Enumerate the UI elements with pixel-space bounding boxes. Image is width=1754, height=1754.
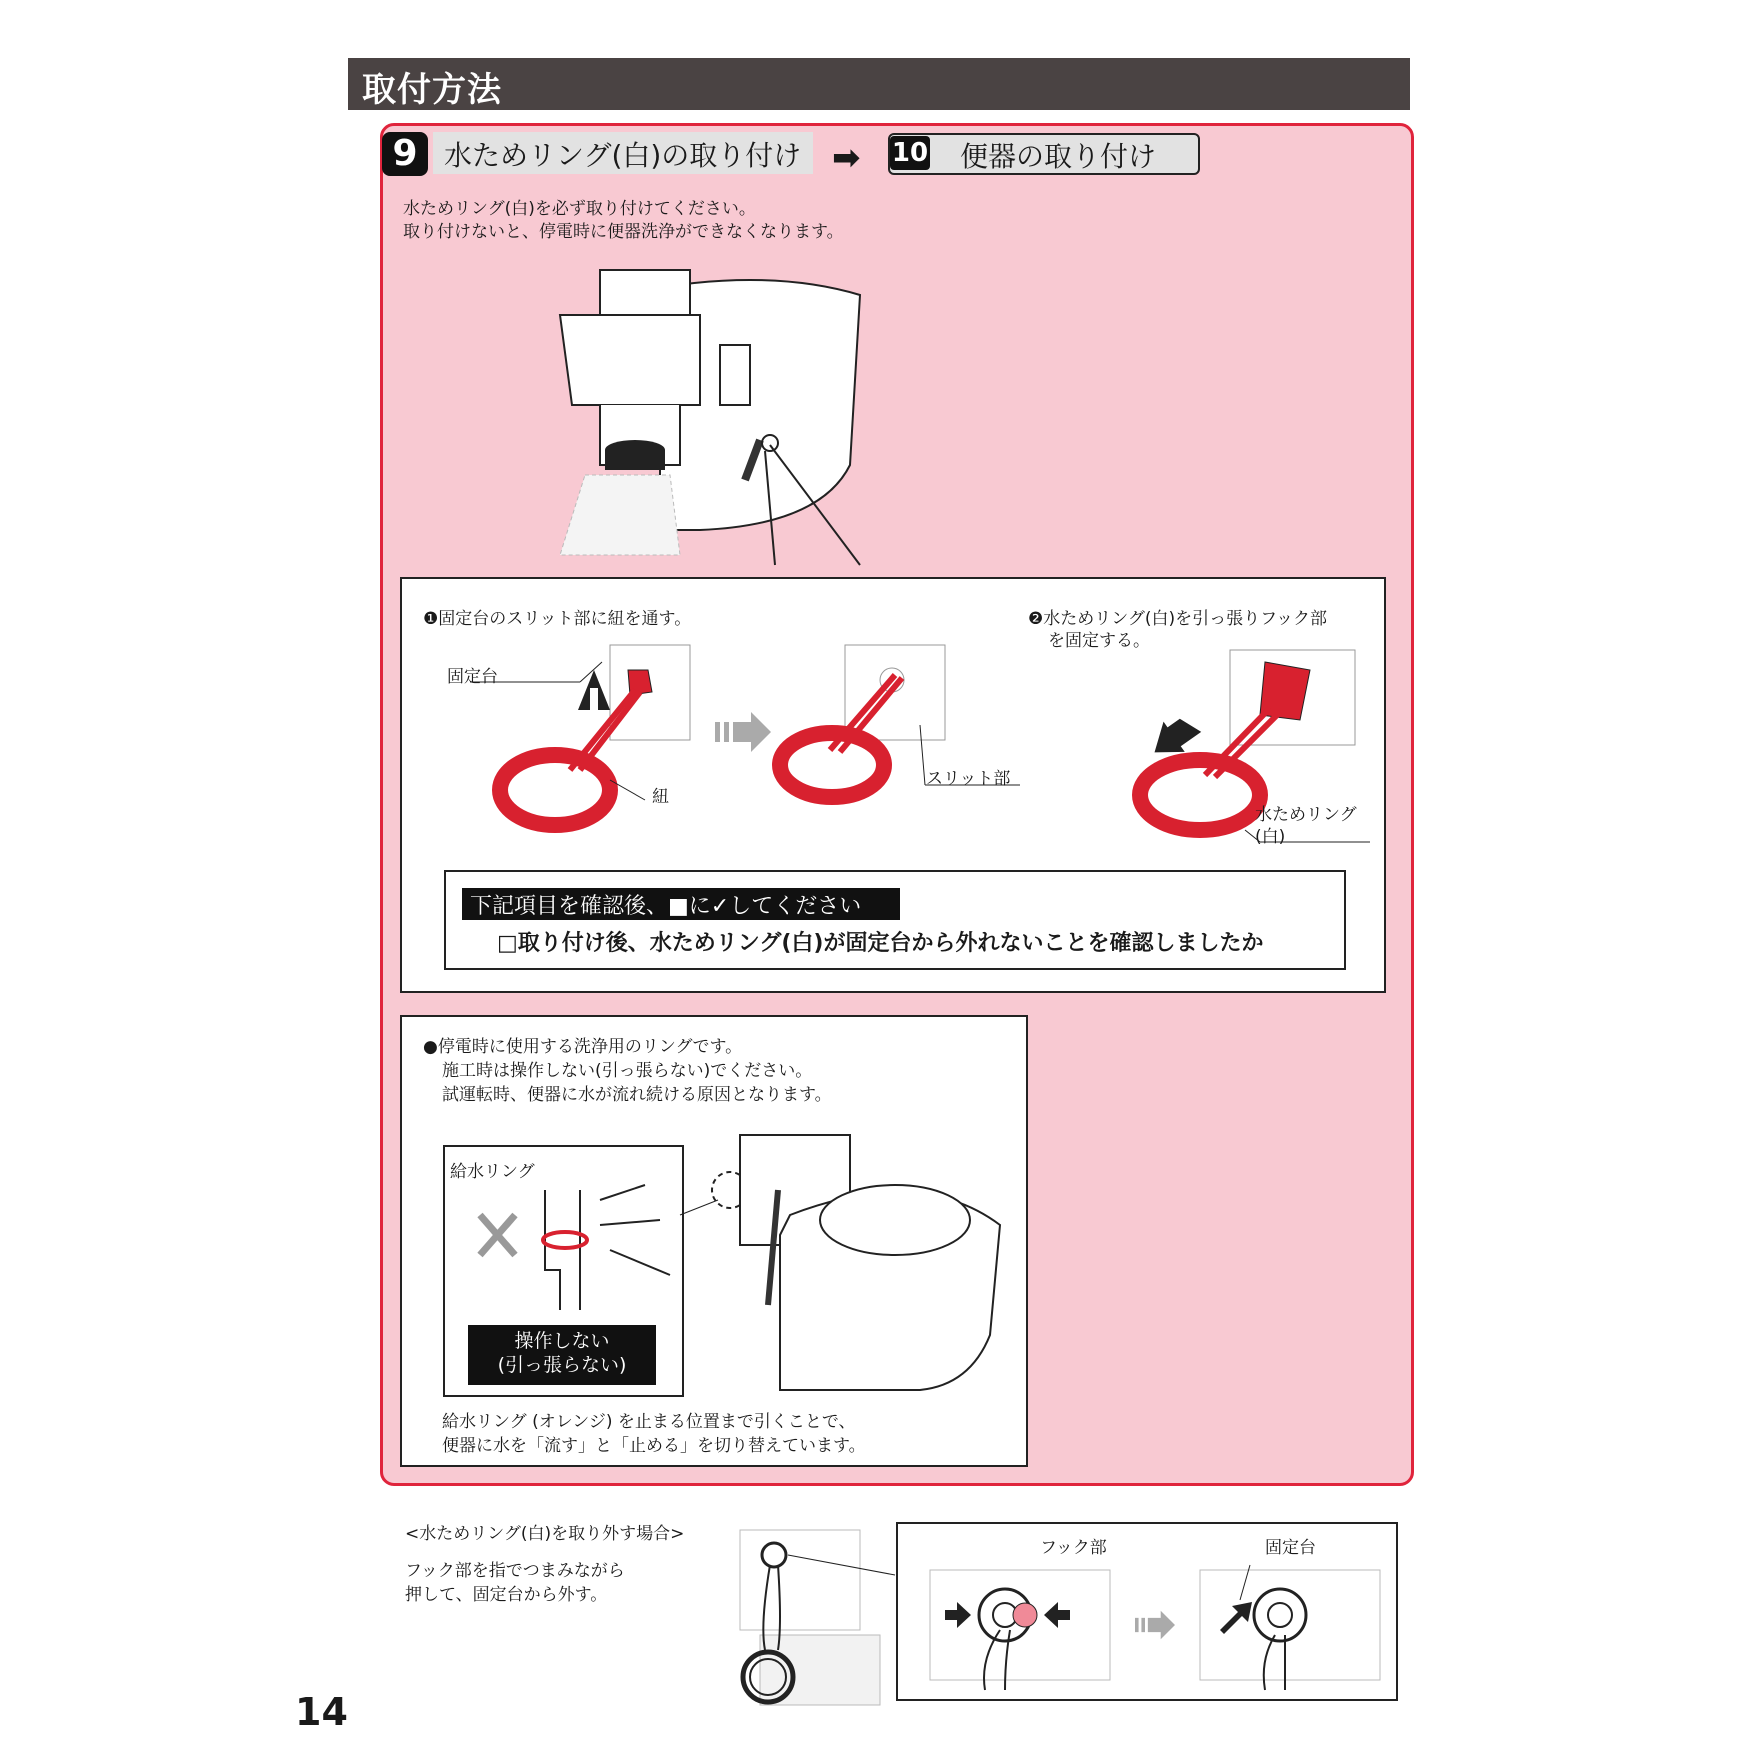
page-number: 14: [295, 1690, 348, 1734]
section-header-bar: [348, 58, 1410, 110]
ring-step1b-illustration: [770, 640, 1020, 820]
intro-line-2: 取り付けないと、停電時に便器洗浄ができなくなります。: [403, 222, 844, 242]
section-title: 取付方法: [362, 70, 502, 110]
intro-line-1: 水ためリング(白)を必ず取り付けてください。: [403, 199, 756, 219]
step10-title: 便器の取り付け: [960, 140, 1157, 173]
tank-illustration: [560, 265, 880, 565]
check-title: 下記項目を確認後、■に✓してください: [470, 894, 862, 919]
toilet-illustration: [700, 1115, 1010, 1395]
detail-step2-line1: ❷水ためリング(白)を引っ張りフック部: [1028, 609, 1327, 629]
detail-step1: ❶固定台のスリット部に紐を通す。: [423, 609, 692, 629]
detail-step2-line2: を固定する。: [1048, 631, 1150, 651]
do-not-line1: 操作しない: [514, 1330, 610, 1352]
step9-badge: 9: [382, 132, 428, 176]
step9-title: 水ためリング(白)の取り付け: [444, 139, 802, 172]
label-string: 紐: [652, 787, 669, 807]
removal-line-1: フック部を指でつまみながら: [405, 1561, 625, 1581]
supply-ring-illustration: [460, 1180, 675, 1320]
gray-arrow-icon-2: [1135, 1610, 1175, 1640]
gray-arrow-icon: [715, 712, 771, 752]
label-slit: スリット部: [926, 769, 1011, 789]
caution-line-1: ●停電時に使用する洗浄用のリングです。: [423, 1037, 743, 1057]
step10-badge: 10: [891, 138, 929, 168]
do-not-line2: (引っ張らない): [497, 1354, 627, 1376]
caution-footer-1: 給水リング (オレンジ) を止まる位置まで引くことで、: [442, 1412, 856, 1432]
check-item[interactable]: □取り付け後、水ためリング(白)が固定台から外れないことを確認しましたか: [497, 931, 1264, 956]
removal-title: <水ためリング(白)を取り外す場合>: [405, 1524, 685, 1544]
caution-footer-2: 便器に水を「流す」と「止める」を切り替えています。: [442, 1436, 866, 1456]
label-supply-ring: 給水リング: [450, 1162, 535, 1182]
label-ring-line2: (白): [1255, 827, 1286, 847]
caution-line-3: 試運転時、便器に水が流れ続ける原因となります。: [442, 1085, 832, 1105]
removal-overview-illustration: [720, 1525, 900, 1710]
removal-step1-illustration: [920, 1560, 1120, 1690]
removal-step2-illustration: [1190, 1560, 1390, 1690]
arrow-right-icon: ➡: [832, 138, 861, 178]
label-ring-line1: 水ためリング: [1255, 805, 1357, 825]
label-base-2: 固定台: [1265, 1538, 1316, 1558]
do-not-operate-label: [468, 1325, 656, 1385]
caution-line-2: 施工時は操作しない(引っ張らない)でください。: [442, 1061, 813, 1081]
removal-line-2: 押して、固定台から外す。: [405, 1585, 608, 1605]
label-hook: フック部: [1040, 1538, 1107, 1558]
label-base-1: 固定台: [447, 667, 498, 687]
